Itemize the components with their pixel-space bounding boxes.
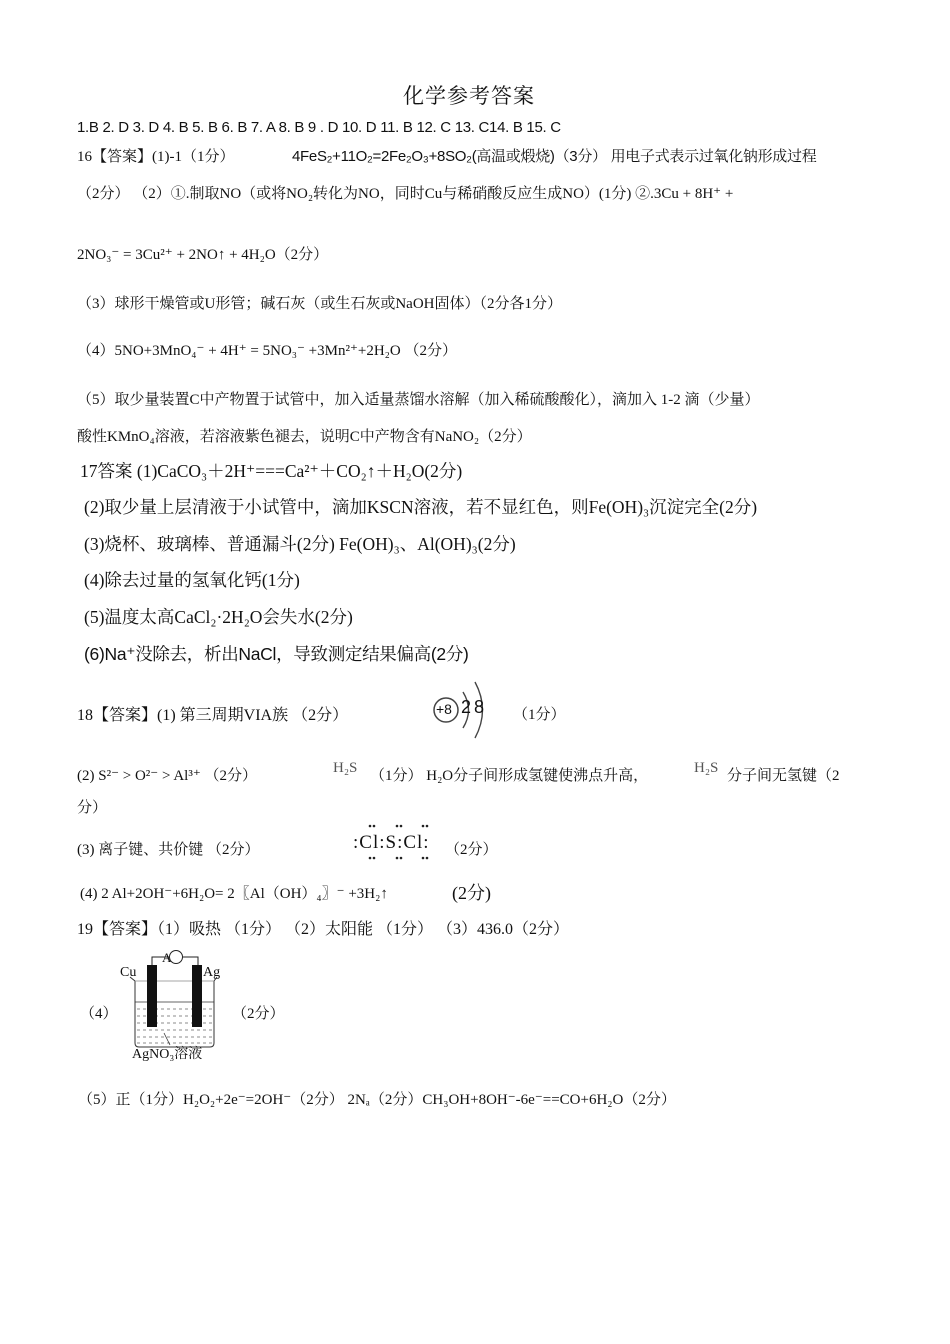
q17-line-6: (6)Na⁺没除去，析出NaCl，导致测定结果偏高(2分) xyxy=(84,644,469,664)
q17-line-2: (2)取少量上层清液于小试管中，滴加KSCN溶液，若不显红色，则Fe(OH)₃沉淀完全(2分) xyxy=(84,497,758,517)
lewis-formula: :Cl:S:Cl: xyxy=(353,832,430,853)
q16-line2: （2分） （2）①.制取NO（或将NO₂转化为NO，同时Cu与稀硝酸反应生成NO）(1分) ②.3Cu + 8H⁺ + xyxy=(77,186,734,202)
q19-part5: （5）正（1分）H₂O₂+2e⁻=2OH⁻（2分） 2Nₐ（2分）CH₃OH+8OH⁻-6e⁻==CO+6H₂O（2分） xyxy=(78,1092,676,1108)
mc-answers: 1.B 2. D 3. D 4. B 5. B 6. B 7. A 8. B 9 . D 10. D 11. B 12. C 13. C14. B 15. C xyxy=(77,119,561,136)
q18-part2-c: （1分） H₂O分子间形成氢键使沸点升高， xyxy=(370,768,649,784)
ammeter-label: A xyxy=(162,950,172,965)
q17-line-5: (5)温度太高CaCl₂·2H₂O会失水(2分) xyxy=(84,607,353,627)
q18-part4-score: (2分) xyxy=(452,883,491,903)
ag-electrode-label: Ag xyxy=(203,965,221,980)
q16-part3: （3）球形干燥管或U形管；碱石灰（或生石灰或NaOH固体）（2分各1分） xyxy=(77,296,562,312)
q16-part4: （4）5NO+3MnO₄⁻ + 4H⁺ = 5NO₃⁻ +3Mn²⁺+2H₂O （2分） xyxy=(77,343,457,359)
q18-part2-a: (2) S²⁻ > O²⁻ > Al³⁺ （2分） xyxy=(77,768,258,784)
atom-shell-1: 2 xyxy=(461,697,472,717)
q18-part2-e: 分子间无氢键（2 xyxy=(727,768,840,784)
q16-part5-a: （5）取少量装置C中产物置于试管中，加入适量蒸馏水溶解（加入稀硫酸酸化），滴加入 1-2 滴（少量） xyxy=(77,392,760,408)
q17-line-3: (3)烧杯、玻璃棒、普通漏斗(2分) Fe(OH)₃、Al(OH)₃(2分) xyxy=(84,534,516,554)
solution-label: AgNO₃溶液 xyxy=(132,1047,203,1062)
atom-shell-2: 8 xyxy=(474,697,485,717)
q17-line-4: (4)除去过量的氢氧化钙(1分) xyxy=(84,570,300,590)
q18-part2-wrap: 分） xyxy=(77,800,108,816)
q18-part3-a: (3) 离子键、共价键 （2分） xyxy=(77,842,260,858)
q18-part3-score: （2分） xyxy=(445,842,498,858)
q17-line-1: 17答案 (1)CaCO₃＋2H⁺===Ca²⁺＋CO₂↑＋H₂O(2分) xyxy=(80,461,463,481)
q16-line1-a: 16【答案】(1)-1（1分） xyxy=(77,149,235,165)
q18-part4-a: (4) 2 Al+2OH⁻+6H₂O= 2〖Al（OH）₄〗⁻ +3H₂↑ xyxy=(80,886,388,902)
beaker-electrodes-icon xyxy=(118,945,238,1055)
q18-part2-h2s-2: H₂S xyxy=(694,760,719,776)
q18-part2-h2s-1: H₂S xyxy=(333,760,358,776)
page-title: 化学参考答案 xyxy=(403,84,535,108)
q19-part4-score: （2分） xyxy=(232,1006,285,1022)
q16-part5-b: 酸性KMnO₄溶液，若溶液紫色褪去，说明C中产物含有NaNO₂（2分） xyxy=(77,429,532,445)
cu-electrode-label: Cu xyxy=(120,965,137,980)
q19-part4-label: （4） xyxy=(80,1006,118,1022)
atom-nucleus: +8 xyxy=(436,701,452,717)
q16-line1-b: 4FeS₂+11O₂=2Fe₂O₃+8SO₂(高温或煅烧)（3分） 用电子式表示过氧化钠形成过程 xyxy=(292,148,817,165)
q19-line1: 19【答案】（1）吸热 （1分） （2）太阳能 （1分） （3）436.0（2分） xyxy=(77,921,570,938)
q18-part1-score: （1分） xyxy=(513,707,566,723)
q18-part1-label: 18【答案】(1) 第三周期VIA族 （2分） xyxy=(77,707,349,724)
q16-line3: 2NO₃⁻ = 3Cu²⁺ + 2NO↑ + 4H₂O（2分） xyxy=(77,247,329,263)
